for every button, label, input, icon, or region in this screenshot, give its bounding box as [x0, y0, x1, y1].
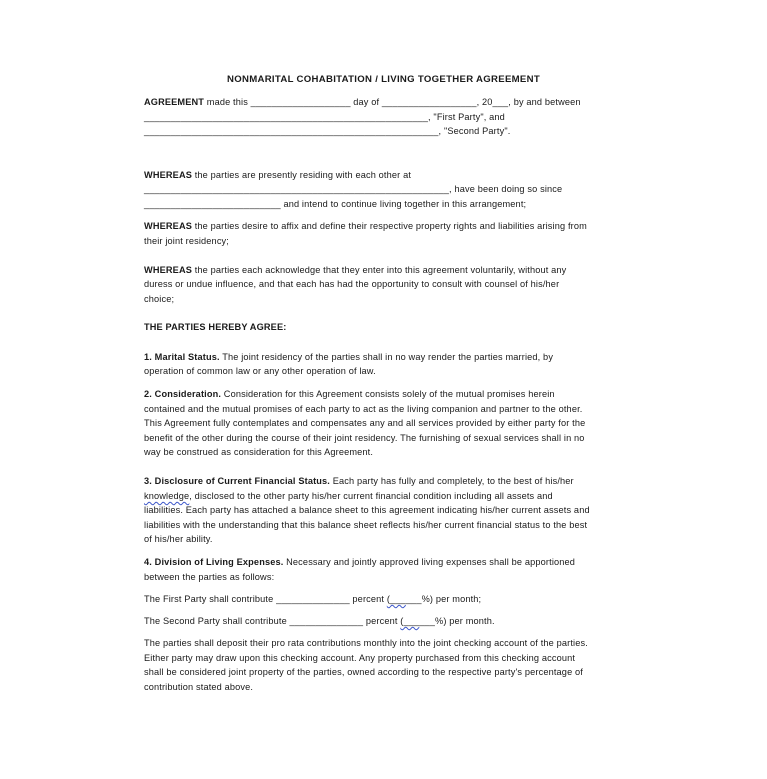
- first-party-line: ______________________________________________________, "First Party", and: [144, 112, 505, 122]
- section-text: The joint residency of the parties shall in no way render the parties married, by: [219, 352, 554, 362]
- contribution-text: ___%) per month.: [419, 616, 495, 626]
- section-text-line: This Agreement fully contemplates and compensates any and all services provided by either party for the: [144, 418, 586, 428]
- section-heading: 4. Division of Living Expenses.: [144, 557, 284, 567]
- whereas-property-cont: their joint residency;: [144, 236, 230, 246]
- deposit-line: The parties shall deposit their pro rata contributions monthly into the joint checking account of the parties.: [144, 638, 588, 648]
- section-heading: 1. Marital Status.: [144, 352, 220, 362]
- whereas-text: the parties are presently residing with each other at: [192, 170, 412, 180]
- section-text-line: liabilities. Each party has attached a balance sheet to this agreement indicating his/her current assets and: [144, 505, 590, 515]
- section-consideration: [144, 388, 555, 400]
- section-text: , disclosed to the other party his/her current financial condition including all assets and: [189, 491, 553, 501]
- whereas-property: [144, 220, 587, 232]
- contribution-text: The First Party shall contribute ______________ percent: [144, 594, 387, 604]
- section-text-line: benefit of the other during the course of their joint residency. The furnishing of sexual services shall in no: [144, 433, 585, 443]
- second-party-line: ________________________________________________________, "Second Party".: [144, 126, 511, 136]
- section-text-line: of his/her ability.: [144, 534, 213, 544]
- section-text-line: [144, 490, 553, 502]
- deposit-line: Either party may draw upon this checking account. Any property purchased from this checking account: [144, 653, 576, 663]
- second-party-contribution: [144, 615, 495, 627]
- section-text: Necessary and jointly approved living expenses shall be apportioned: [283, 557, 576, 567]
- deposit-line: contribution stated above.: [144, 682, 254, 692]
- section-disclosure: [144, 475, 574, 487]
- spellcheck-squiggle: (___: [386, 594, 406, 604]
- whereas-label: WHEREAS: [144, 170, 193, 180]
- whereas-residing: [144, 169, 411, 181]
- section-text-line: liabilities with the understanding that this balance sheet reflects his/her current financial status to the best: [144, 520, 588, 530]
- section-heading: 2. Consideration.: [144, 389, 222, 399]
- section-text-line: operation of common law or any other operation of law.: [144, 366, 376, 376]
- section-living-expenses: [144, 556, 575, 568]
- since-line: __________________________ and intend to continue living together in this arrangement;: [144, 199, 527, 209]
- agree-heading: THE PARTIES HEREBY AGREE:: [144, 322, 287, 332]
- whereas-label: WHEREAS: [144, 221, 193, 231]
- agreement-label: AGREEMENT: [144, 97, 205, 107]
- agreement-line: [144, 96, 581, 108]
- spellcheck-squiggle: knowledge: [144, 491, 190, 501]
- whereas-text: the parties each acknowledge that they enter into this agreement voluntarily, without any: [192, 265, 567, 275]
- first-party-contribution: [144, 593, 481, 605]
- section-text: Each party has fully and completely, to the best of his/her: [330, 476, 574, 486]
- document-title: NONMARITAL COHABITATION / LIVING TOGETHER AGREEMENT: [226, 74, 541, 85]
- contribution-text: ___%) per month;: [405, 594, 482, 604]
- section-heading: 3. Disclosure of Current Financial Status.: [144, 476, 331, 486]
- whereas-label: WHEREAS: [144, 265, 193, 275]
- whereas-voluntary-cont: duress or undue influence, and that each has had the opportunity to consult with counsel of his/her: [144, 279, 560, 289]
- whereas-voluntary-end: choice;: [144, 294, 175, 304]
- section-text: Consideration for this Agreement consists solely of the mutual promises herein: [221, 389, 555, 399]
- section-text-line: between the parties as follows:: [144, 572, 275, 582]
- deposit-line: shall be considered joint property of the parties, owned according to the respective party's percentage of: [144, 667, 583, 677]
- address-line: __________________________________________________________, have been doing so since: [144, 184, 563, 194]
- whereas-voluntary: [144, 264, 566, 276]
- spellcheck-squiggle: (___: [400, 616, 420, 626]
- contribution-text: The Second Party shall contribute ______________ percent: [144, 616, 401, 626]
- agreement-line-text: made this ___________________ day of __________________, 20___, by and between: [204, 97, 581, 107]
- section-text-line: way be construed as consideration for this Agreement.: [144, 447, 374, 457]
- whereas-text: the parties desire to affix and define their respective property rights and liabilities arising from: [192, 221, 587, 231]
- section-marital-status: [144, 351, 553, 363]
- section-text-line: contained and the mutual promises of each party to act as the living companion and partner to the other.: [144, 404, 583, 414]
